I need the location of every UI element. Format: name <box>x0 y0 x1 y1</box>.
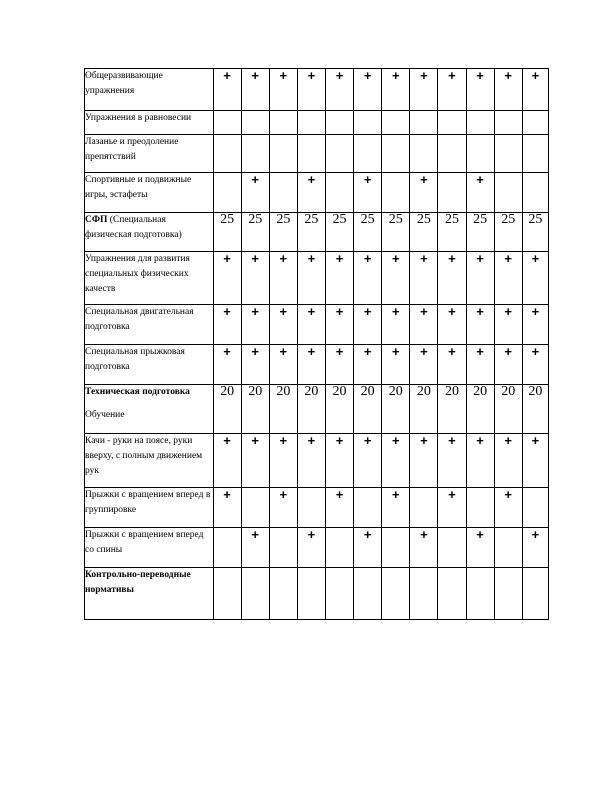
table-cell: 25 <box>410 213 438 252</box>
table-cell: + <box>354 305 382 345</box>
table-cell: + <box>241 528 269 568</box>
table-cell: + <box>213 434 241 488</box>
table-cell: 25 <box>382 213 410 252</box>
row-sublabel: Обучение <box>85 410 125 420</box>
table-cell <box>438 111 466 135</box>
table-cell: + <box>213 345 241 385</box>
row-label-bold: СФП <box>85 215 108 225</box>
table-cell: 20 <box>354 385 382 434</box>
row-label-text: Упражнения в равновесии <box>85 113 192 123</box>
table-cell <box>382 173 410 213</box>
row-label-text: Прыжки с вращением вперед в группировке <box>85 490 211 515</box>
table-cell: + <box>466 69 494 111</box>
table-cell <box>297 111 325 135</box>
table-cell <box>438 568 466 620</box>
table-cell: + <box>466 434 494 488</box>
row-label <box>85 345 214 385</box>
table-cell: + <box>354 173 382 213</box>
table-cell: + <box>325 345 353 385</box>
table-cell: + <box>241 173 269 213</box>
table-cell <box>494 173 522 213</box>
table-cell: 20 <box>494 385 522 434</box>
table-cell <box>382 111 410 135</box>
row-label-text: Спортивные и подвижные игры, эстафеты <box>85 175 192 200</box>
table-cell <box>213 173 241 213</box>
table-cell <box>494 111 522 135</box>
table-cell: + <box>466 528 494 568</box>
table-cell: + <box>466 305 494 345</box>
table-cell: 20 <box>438 385 466 434</box>
table-cell <box>241 135 269 173</box>
row-label <box>85 528 214 568</box>
table-cell <box>466 488 494 528</box>
table-cell: 25 <box>522 213 548 252</box>
table-cell: 25 <box>466 213 494 252</box>
table-cell: 20 <box>241 385 269 434</box>
table-cell: + <box>325 252 353 305</box>
table-cell: + <box>269 345 297 385</box>
table-cell <box>494 568 522 620</box>
table-cell: + <box>297 434 325 488</box>
table-cell: + <box>494 252 522 305</box>
row-label-bold: Контрольно-переводные нормативы <box>85 570 191 595</box>
table-cell: + <box>438 434 466 488</box>
table-cell <box>410 488 438 528</box>
table-cell <box>354 111 382 135</box>
table-row <box>85 434 549 488</box>
row-label-text: Специальная двигательная подготовка <box>85 307 194 332</box>
table-cell: + <box>297 69 325 111</box>
table-cell: + <box>438 252 466 305</box>
table-cell: + <box>354 252 382 305</box>
table-cell <box>410 111 438 135</box>
table-cell <box>438 135 466 173</box>
table-cell: + <box>466 173 494 213</box>
row-label <box>85 173 214 213</box>
table-row <box>85 213 549 252</box>
table-cell <box>325 173 353 213</box>
table-cell: + <box>438 345 466 385</box>
table-cell: 20 <box>410 385 438 434</box>
table-cell <box>354 135 382 173</box>
table-row <box>85 252 549 305</box>
table-cell <box>325 568 353 620</box>
table-cell <box>522 135 548 173</box>
row-label-text: Прыжки с вращением вперед со спины <box>85 530 204 555</box>
table-cell <box>213 568 241 620</box>
table-cell: + <box>522 434 548 488</box>
table-cell: 20 <box>269 385 297 434</box>
table-cell: + <box>410 252 438 305</box>
table-cell: + <box>354 434 382 488</box>
table-row <box>85 385 549 434</box>
table-row <box>85 305 549 345</box>
table-cell: + <box>382 345 410 385</box>
row-label-bold: Техническая подготовка <box>85 387 190 397</box>
table-cell <box>269 528 297 568</box>
table-cell <box>325 528 353 568</box>
table-cell: + <box>241 345 269 385</box>
table-cell: + <box>241 434 269 488</box>
table-cell: + <box>410 345 438 385</box>
table-cell <box>241 488 269 528</box>
table-cell: + <box>213 252 241 305</box>
table-cell: + <box>269 252 297 305</box>
table-cell: + <box>494 345 522 385</box>
table-cell <box>269 111 297 135</box>
table-cell <box>269 173 297 213</box>
table-cell <box>241 111 269 135</box>
table-cell <box>354 568 382 620</box>
row-label-text: Лазанье и преодоление препятствий <box>85 137 179 162</box>
table-cell: + <box>213 69 241 111</box>
table-cell: 25 <box>438 213 466 252</box>
table-cell: 20 <box>325 385 353 434</box>
table-cell <box>382 528 410 568</box>
table-cell: 25 <box>325 213 353 252</box>
table-row <box>85 345 549 385</box>
row-label <box>85 213 214 252</box>
row-label-text: Специальная прыжковая подготовка <box>85 347 185 372</box>
table-cell: + <box>325 434 353 488</box>
row-label-text: Качи - руки на поясе, руки вверху, с полным движением рук <box>85 436 203 476</box>
row-label-text: (Специальная физическая подготовка) <box>85 215 182 240</box>
row-label <box>85 488 214 528</box>
table-cell <box>466 568 494 620</box>
row-label <box>85 385 214 434</box>
table-cell <box>269 135 297 173</box>
table-cell: + <box>269 69 297 111</box>
table-cell: + <box>241 252 269 305</box>
row-label-text: Общеразвивающие упражнения <box>85 71 163 96</box>
table-cell <box>382 568 410 620</box>
table-cell: + <box>438 305 466 345</box>
row-label <box>85 111 214 135</box>
table-row <box>85 173 549 213</box>
row-label-text: Упражнения для развития специальных физических качеств <box>85 254 190 294</box>
table-cell <box>325 135 353 173</box>
table-cell <box>466 135 494 173</box>
table-cell: + <box>354 69 382 111</box>
table-cell: + <box>522 252 548 305</box>
table-cell: + <box>466 252 494 305</box>
table-cell: + <box>297 252 325 305</box>
table-cell: + <box>494 69 522 111</box>
table-cell <box>410 568 438 620</box>
table-cell: + <box>410 434 438 488</box>
table-cell: + <box>522 345 548 385</box>
table-cell: + <box>522 69 548 111</box>
training-plan-table <box>84 68 549 620</box>
table-row <box>85 528 549 568</box>
table-cell: + <box>438 69 466 111</box>
table-cell <box>494 135 522 173</box>
table-cell: 25 <box>213 213 241 252</box>
table-cell: + <box>269 305 297 345</box>
table-cell <box>438 173 466 213</box>
table-cell <box>466 111 494 135</box>
table-row <box>85 135 549 173</box>
row-label <box>85 135 214 173</box>
table-cell <box>297 135 325 173</box>
table-cell <box>354 488 382 528</box>
row-label <box>85 305 214 345</box>
table-cell: + <box>410 173 438 213</box>
table-cell <box>438 528 466 568</box>
table-cell: + <box>494 488 522 528</box>
row-label <box>85 69 214 111</box>
table-cell <box>297 568 325 620</box>
table-cell: + <box>382 252 410 305</box>
row-label <box>85 568 214 620</box>
table-cell <box>213 135 241 173</box>
table-cell: 20 <box>522 385 548 434</box>
table-cell: + <box>382 488 410 528</box>
table-cell: 20 <box>466 385 494 434</box>
table-cell <box>410 135 438 173</box>
table-cell: 25 <box>297 213 325 252</box>
table-cell: + <box>522 528 548 568</box>
table-cell: + <box>382 305 410 345</box>
table-cell <box>522 111 548 135</box>
table-cell: + <box>354 528 382 568</box>
table-cell <box>213 111 241 135</box>
table-cell <box>269 568 297 620</box>
table-cell <box>325 111 353 135</box>
table-cell: + <box>354 345 382 385</box>
row-label <box>85 252 214 305</box>
table-cell: 20 <box>297 385 325 434</box>
table-cell: + <box>269 434 297 488</box>
table-cell <box>522 488 548 528</box>
table-cell: + <box>297 305 325 345</box>
table-cell: + <box>382 69 410 111</box>
table-cell: + <box>269 488 297 528</box>
table-cell: + <box>325 69 353 111</box>
table-cell: + <box>382 434 410 488</box>
table-cell <box>522 173 548 213</box>
table-cell: + <box>466 345 494 385</box>
table-cell: 25 <box>241 213 269 252</box>
table-cell: + <box>241 69 269 111</box>
table-cell: + <box>494 305 522 345</box>
table-cell: + <box>325 488 353 528</box>
table-cell: 20 <box>213 385 241 434</box>
table-cell <box>382 135 410 173</box>
table-cell: + <box>297 528 325 568</box>
table-cell: + <box>325 305 353 345</box>
row-label <box>85 434 214 488</box>
table-cell: + <box>410 69 438 111</box>
table-cell: + <box>297 173 325 213</box>
table-cell <box>297 488 325 528</box>
table-cell: + <box>241 305 269 345</box>
table-cell <box>522 568 548 620</box>
table-cell: + <box>297 345 325 385</box>
table-row <box>85 568 549 620</box>
table-row <box>85 69 549 111</box>
table-cell: + <box>213 488 241 528</box>
table-cell <box>241 568 269 620</box>
table-cell: 25 <box>494 213 522 252</box>
table-cell: 25 <box>354 213 382 252</box>
table-cell: + <box>438 488 466 528</box>
table-cell: + <box>410 305 438 345</box>
table-cell: 25 <box>269 213 297 252</box>
table-cell <box>213 528 241 568</box>
table-cell: + <box>410 528 438 568</box>
table-cell <box>494 528 522 568</box>
table-cell: + <box>494 434 522 488</box>
table-row <box>85 111 549 135</box>
table-cell: 20 <box>382 385 410 434</box>
table-cell: + <box>213 305 241 345</box>
table-row <box>85 488 549 528</box>
table-cell: + <box>522 305 548 345</box>
